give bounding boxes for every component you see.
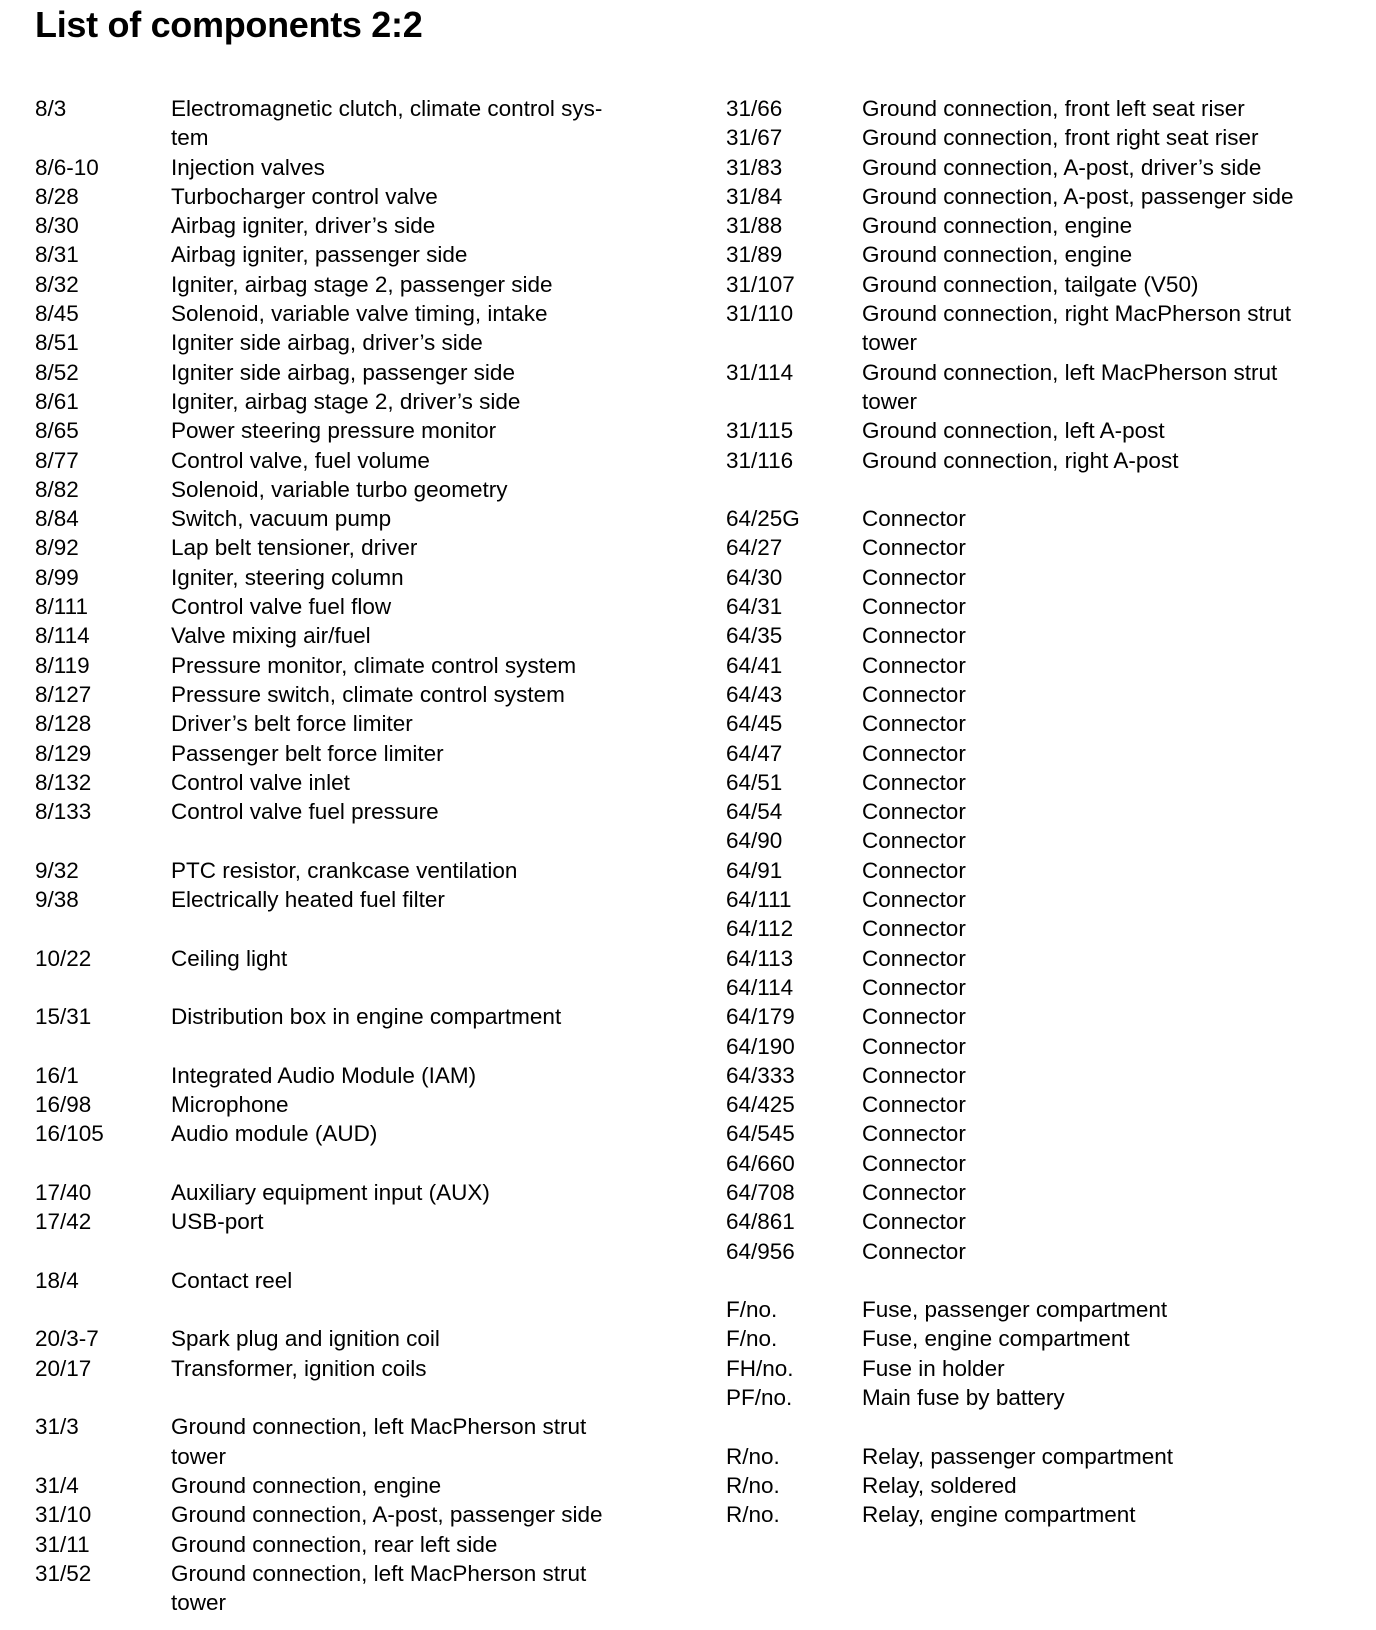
component-entry [726,416,1366,445]
component-entry [35,944,655,973]
group-spacer [35,1032,655,1061]
component-entry [35,1324,655,1353]
component-entry [726,1090,1366,1119]
component-entry [35,1002,655,1031]
component-description: Connector [862,974,966,1000]
component-description: Connector [862,828,966,854]
component-description: Distribution box in engine compartment [171,1004,562,1030]
component-code: 8/51 [35,330,79,356]
component-code: 64/179 [726,1004,795,1030]
component-code: 31/4 [35,1472,79,1498]
component-entry [726,856,1366,885]
component-code: 16/105 [35,1121,104,1147]
component-entry [35,651,655,680]
component-description: Connector [862,1209,966,1235]
component-code: 8/30 [35,213,79,239]
component-description: Passenger belt force limiter [171,740,444,766]
component-description: Connector [862,887,966,913]
component-code: 64/43 [726,681,783,707]
component-entry [35,885,655,914]
component-entry [35,182,655,211]
component-code: 64/333 [726,1062,795,1088]
component-entry [35,504,655,533]
component-description: Ground connection, left MacPherson strut tower [862,359,1278,414]
component-description: Connector [862,1121,966,1147]
component-description: Transformer, ignition coils [171,1355,427,1381]
component-entry [35,446,655,475]
component-entry [35,328,655,357]
component-entry [726,592,1366,621]
component-code: 31/84 [726,183,783,209]
component-entry [726,270,1366,299]
component-code: 31/88 [726,213,783,239]
component-entry [726,1207,1366,1236]
component-code: 8/61 [35,388,79,414]
component-code: R/no. [726,1472,780,1498]
component-code: 64/956 [726,1238,795,1264]
component-code: 64/47 [726,740,783,766]
component-description: Pressure switch, climate control system [171,681,565,707]
component-entry [35,1412,655,1471]
component-entry [726,1354,1366,1383]
component-code: 64/90 [726,828,783,854]
component-entry [35,680,655,709]
component-code: 20/17 [35,1355,92,1381]
group-spacer [35,914,655,943]
component-description: Igniter side airbag, passenger side [171,359,515,385]
component-entry [726,768,1366,797]
component-code: 31/10 [35,1502,92,1528]
component-entry [726,1295,1366,1324]
component-entry [35,1266,655,1295]
component-code: 31/3 [35,1414,79,1440]
component-code: 8/52 [35,359,79,385]
component-code: 64/30 [726,564,783,590]
component-code: 64/35 [726,623,783,649]
component-entry [35,1119,655,1148]
component-entry [726,739,1366,768]
component-description: Auxiliary equipment input (AUX) [171,1179,490,1205]
component-entry [726,182,1366,211]
component-code: 8/111 [35,594,88,620]
component-code: 8/84 [35,506,79,532]
component-entry [726,446,1366,475]
component-code: 10/22 [35,945,92,971]
component-code: 64/660 [726,1150,795,1176]
component-entry [35,358,655,387]
component-entry [726,211,1366,240]
component-entry [726,533,1366,562]
component-description: Connector [862,1179,966,1205]
component-entry [726,885,1366,914]
component-description: Igniter side airbag, driver’s side [171,330,483,356]
group-spacer [35,973,655,1002]
component-entry [726,1500,1366,1529]
component-description: Connector [862,945,966,971]
component-description: Electromagnetic clutch, climate control sys-tem [171,96,603,151]
component-entry [726,1324,1366,1353]
component-code: F/no. [726,1326,778,1352]
component-description: Connector [862,535,966,561]
component-description: Solenoid, variable turbo geometry [171,476,508,502]
component-code: 8/99 [35,564,79,590]
component-description: Turbocharger control valve [171,183,438,209]
component-description: Microphone [171,1092,289,1118]
component-entry [726,621,1366,650]
component-code: 8/92 [35,535,79,561]
component-entry [726,797,1366,826]
component-code: 31/83 [726,154,783,180]
component-entry [35,621,655,650]
component-code: FH/no. [726,1355,794,1381]
component-code: 64/45 [726,711,783,737]
component-description: Injection valves [171,154,325,180]
component-code: 8/77 [35,447,79,473]
component-entry [35,416,655,445]
component-code: 16/1 [35,1062,79,1088]
component-entry [35,739,655,768]
component-code: 8/31 [35,242,79,268]
component-description: Control valve inlet [171,769,350,795]
component-description: Ground connection, left A-post [862,418,1165,444]
component-description: Fuse, passenger compartment [862,1297,1168,1323]
component-description: Solenoid, variable valve timing, intake [171,301,548,327]
component-entry [726,1119,1366,1148]
component-code: 31/114 [726,359,794,385]
component-code: 8/127 [35,681,92,707]
component-description: Igniter, airbag stage 2, driver’s side [171,388,521,414]
component-entry [35,211,655,240]
component-entry [35,1471,655,1500]
component-description: Connector [862,681,966,707]
component-description: Electrically heated fuel filter [171,887,445,913]
component-code: 31/52 [35,1560,92,1586]
component-description: Ground connection, engine [171,1472,442,1498]
component-code: 31/66 [726,96,783,121]
component-code: 64/190 [726,1033,795,1059]
component-code: 8/6-10 [35,154,99,180]
component-entry [35,1354,655,1383]
component-description: Power steering pressure monitor [171,418,497,444]
component-entry [726,1061,1366,1090]
component-code: 31/110 [726,301,794,327]
component-entry [726,944,1366,973]
component-entry [726,914,1366,943]
component-entry [35,592,655,621]
component-entry [35,709,655,738]
component-entry [726,1383,1366,1412]
component-description: Pressure monitor, climate control system [171,652,577,678]
component-entry [726,680,1366,709]
component-description: Ceiling light [171,945,288,971]
component-description: Driver’s belt force limiter [171,711,413,737]
component-code: 9/38 [35,887,79,913]
component-entry [726,123,1366,152]
component-code: 64/51 [726,769,783,795]
component-description: Contact reel [171,1267,293,1293]
component-code: 8/28 [35,183,79,209]
component-description: Connector [862,1004,966,1030]
component-description: Ground connection, left MacPherson strut tower [171,1560,587,1616]
component-code: 8/133 [35,799,92,825]
component-description: Connector [862,769,966,795]
component-code: 64/708 [726,1179,795,1205]
component-code: 8/82 [35,476,79,502]
component-code: 8/32 [35,271,79,297]
component-entry [726,1442,1366,1471]
component-code: 8/65 [35,418,79,444]
component-entry [726,826,1366,855]
component-code: 64/41 [726,652,783,678]
component-code: 15/31 [35,1004,92,1030]
component-code: 31/107 [726,271,795,297]
component-description: Connector [862,1033,966,1059]
component-description: Ground connection, A-post, passenger side [862,183,1294,209]
component-description: Fuse, engine compartment [862,1326,1130,1352]
component-code: 8/119 [35,652,90,678]
group-spacer [35,1149,655,1178]
group-spacer [35,1237,655,1266]
component-entry [35,240,655,269]
component-code: 16/98 [35,1092,92,1118]
component-entry [726,1032,1366,1061]
component-description: Ground connection, A-post, passenger side [171,1502,603,1528]
component-entry [35,1061,655,1090]
component-description: Lap belt tensioner, driver [171,535,418,561]
component-description: Ground connection, tailgate (V50) [862,271,1199,297]
component-code: 64/27 [726,535,783,561]
component-description: Ground connection, left MacPherson strut tower [171,1414,587,1469]
component-description: Ground connection, right MacPherson strut tower [862,301,1291,356]
component-description: Control valve fuel flow [171,594,392,620]
component-description: Connector [862,799,966,825]
component-entry [35,563,655,592]
component-description: USB-port [171,1209,264,1235]
page-title: List of components 2:2 [35,4,423,45]
component-code: 31/116 [726,447,794,473]
component-description: Ground connection, engine [862,213,1133,239]
component-description: Ground connection, engine [862,242,1133,268]
component-code: 8/45 [35,301,79,327]
component-description: Connector [862,594,966,620]
group-spacer [726,475,1366,504]
component-description: Ground connection, right A-post [862,447,1179,473]
component-code: 64/425 [726,1092,795,1118]
component-description: Integrated Audio Module (IAM) [171,1062,477,1088]
component-description: Main fuse by battery [862,1385,1065,1411]
component-description: Control valve fuel pressure [171,799,439,825]
group-spacer [35,826,655,855]
component-entry [35,94,655,153]
component-description: Igniter, steering column [171,564,404,590]
component-description: Connector [862,506,966,532]
component-entry [726,1149,1366,1178]
component-entry [726,1471,1366,1500]
group-spacer [726,1266,1366,1295]
component-code: 8/114 [35,623,90,649]
component-description: Ground connection, A-post, driver’s side [862,154,1262,180]
component-code: 17/40 [35,1179,92,1205]
component-list-right [726,94,1366,1530]
component-code: 9/32 [35,857,79,883]
group-spacer [35,1383,655,1412]
component-code: R/no. [726,1443,780,1469]
component-description: PTC resistor, crankcase ventilation [171,857,518,883]
component-code: 64/31 [726,594,783,620]
component-entry [35,1559,655,1618]
component-description: Valve mixing air/fuel [171,623,371,649]
group-spacer [726,1412,1366,1441]
component-code: 64/25G [726,506,800,532]
component-entry [726,94,1366,123]
component-entry [726,563,1366,592]
component-entry [35,856,655,885]
component-code: 8/132 [35,769,92,795]
component-code: 64/861 [726,1209,795,1235]
component-entry [35,533,655,562]
component-entry [35,797,655,826]
component-description: Ground connection, front left seat riser [862,96,1245,121]
component-code: R/no. [726,1502,780,1528]
component-description: Connector [862,857,966,883]
component-description: Switch, vacuum pump [171,506,392,532]
component-code: PF/no. [726,1385,793,1411]
component-description: Connector [862,711,966,737]
component-entry [726,651,1366,680]
component-description: Connector [862,1238,966,1264]
component-description: Audio module (AUD) [171,1121,378,1147]
component-entry [35,1207,655,1236]
component-entry [726,358,1366,417]
component-description: Igniter, airbag stage 2, passenger side [171,271,553,297]
component-description: Fuse in holder [862,1355,1005,1381]
component-description: Airbag igniter, passenger side [171,242,468,268]
component-entry [726,299,1366,358]
component-code: 31/67 [726,125,783,151]
component-entry [726,240,1366,269]
component-entry [35,1530,655,1559]
component-entry [726,504,1366,533]
component-description: Connector [862,740,966,766]
component-entry [35,1178,655,1207]
component-entry [35,768,655,797]
component-code: 17/42 [35,1209,92,1235]
component-entry [35,387,655,416]
component-description: Spark plug and ignition coil [171,1326,440,1352]
component-code: F/no. [726,1297,778,1323]
component-code: 64/112 [726,916,794,942]
component-code: 8/128 [35,711,92,737]
component-description: Ground connection, front right seat riser [862,125,1259,151]
component-entry [35,270,655,299]
component-description: Connector [862,1092,966,1118]
component-entry [726,709,1366,738]
component-description: Airbag igniter, driver’s side [171,213,436,239]
component-code: 18/4 [35,1267,79,1293]
component-description: Relay, soldered [862,1472,1017,1498]
component-entry [35,1500,655,1529]
component-description: Control valve, fuel volume [171,447,430,473]
component-code: 31/11 [35,1531,90,1557]
component-entry [35,1090,655,1119]
component-code: 64/545 [726,1121,795,1147]
component-code: 31/89 [726,242,783,268]
component-code: 20/3-7 [35,1326,99,1352]
component-entry [726,153,1366,182]
component-description: Connector [862,564,966,590]
component-description: Relay, passenger compartment [862,1443,1173,1469]
component-code: 64/114 [726,974,794,1000]
component-entry [35,475,655,504]
component-description: Connector [862,1150,966,1176]
component-description: Connector [862,916,966,942]
component-code: 31/115 [726,418,794,444]
component-entry [35,153,655,182]
component-description: Relay, engine compartment [862,1502,1136,1528]
component-list-left [35,94,655,1617]
component-code: 64/54 [726,799,783,825]
component-description: Connector [862,1062,966,1088]
component-description: Connector [862,652,966,678]
component-code: 64/91 [726,857,783,883]
component-code: 64/113 [726,945,794,971]
component-entry [726,973,1366,1002]
component-description: Ground connection, rear left side [171,1531,498,1557]
component-entry [726,1237,1366,1266]
component-code: 64/111 [726,887,792,913]
component-code: 8/129 [35,740,92,766]
component-code: 8/3 [35,96,67,121]
component-entry [726,1178,1366,1207]
component-entry [726,1002,1366,1031]
group-spacer [35,1295,655,1324]
component-entry [35,299,655,328]
component-description: Connector [862,623,966,649]
